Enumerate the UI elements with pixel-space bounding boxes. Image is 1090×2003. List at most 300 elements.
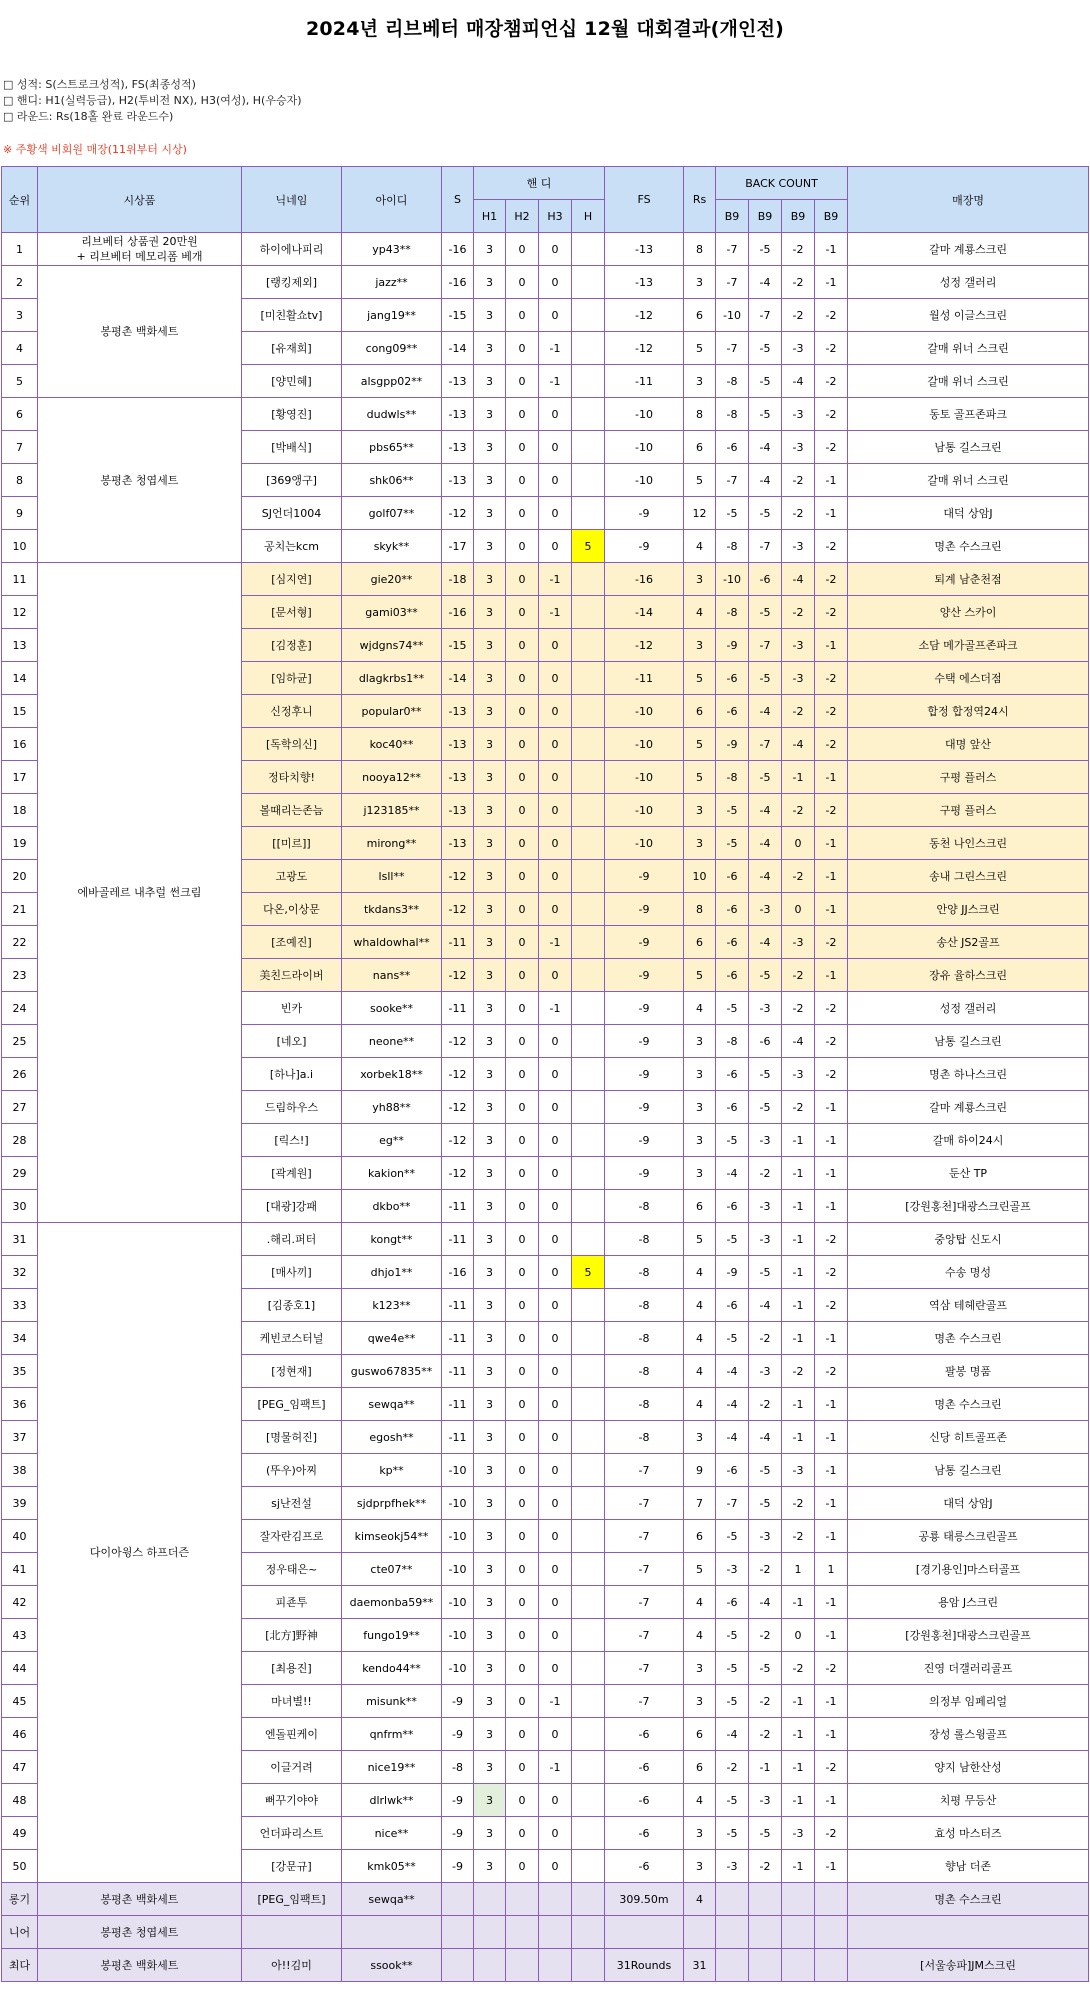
stroke-cell: -13 (442, 794, 474, 827)
stroke-cell: -13 (442, 761, 474, 794)
store-cell: 팔봉 명품 (848, 1355, 1089, 1388)
final-score-cell: -7 (605, 1586, 684, 1619)
final-score-cell: -7 (605, 1520, 684, 1553)
header-back-count: BACK COUNT (716, 167, 848, 200)
rank-cell: 9 (2, 497, 38, 530)
h1-cell: 3 (474, 1652, 506, 1685)
winner-handicap-cell (572, 365, 605, 398)
h3-cell: 0 (539, 629, 572, 662)
rounds-cell: 5 (684, 662, 716, 695)
h3-cell: -1 (539, 365, 572, 398)
rounds-cell: 6 (684, 695, 716, 728)
winner-handicap-cell (572, 1421, 605, 1454)
final-score-cell: -8 (605, 1355, 684, 1388)
back-count-cell: -7 (749, 728, 782, 761)
h3-cell: 0 (539, 497, 572, 530)
h2-cell: 0 (506, 662, 539, 695)
stroke-cell: -11 (442, 1289, 474, 1322)
h1-cell: 3 (474, 497, 506, 530)
nickname-cell: [곽계원] (242, 1157, 342, 1190)
header-stroke: S (442, 167, 474, 233)
empty-cell (506, 1883, 539, 1916)
h3-cell: 0 (539, 1289, 572, 1322)
store-cell: [경기용인]마스터골프 (848, 1553, 1089, 1586)
prize-cell: 다이아윙스 하프더즌 (38, 1223, 242, 1883)
back-count-cell: -2 (782, 464, 815, 497)
rank-cell: 11 (2, 563, 38, 596)
h3-cell: -1 (539, 332, 572, 365)
back-count-cell: -2 (815, 1817, 848, 1850)
h3-cell: 0 (539, 1520, 572, 1553)
final-score-cell: -16 (605, 563, 684, 596)
rank-cell: 29 (2, 1157, 38, 1190)
back-count-cell: -2 (815, 431, 848, 464)
back-count-cell: -1 (815, 1454, 848, 1487)
record-cell (605, 1916, 684, 1949)
non-member-warning: ※ 주황색 비회원 매장(11위부터 시상) (3, 143, 187, 156)
h3-cell: 0 (539, 728, 572, 761)
back-count-cell: -2 (815, 1025, 848, 1058)
h3-cell: 0 (539, 266, 572, 299)
rank-cell: 1 (2, 233, 38, 266)
nickname-cell: [랭킹제외] (242, 266, 342, 299)
stroke-cell: -14 (442, 662, 474, 695)
nickname-cell: [北方]野神 (242, 1619, 342, 1652)
back-count-cell: -5 (716, 1520, 749, 1553)
winner-handicap-cell (572, 959, 605, 992)
nickname-cell: 엔돌핀케이 (242, 1718, 342, 1751)
h2-cell: 0 (506, 266, 539, 299)
rounds-cell: 5 (684, 464, 716, 497)
back-count-cell: -1 (815, 629, 848, 662)
user-id-cell: kendo44** (342, 1652, 442, 1685)
rounds-cell: 3 (684, 827, 716, 860)
winner-handicap-cell (572, 299, 605, 332)
back-count-cell: -2 (815, 1751, 848, 1784)
back-count-cell: -1 (782, 1388, 815, 1421)
note-rounds: □ 라운드: Rs(18홀 완료 라운드수) (3, 110, 174, 123)
user-id-cell: alsgpp02** (342, 365, 442, 398)
store-cell: 역삼 테헤란골프 (848, 1289, 1089, 1322)
store-cell: 월성 이글스크린 (848, 299, 1089, 332)
rank-cell: 32 (2, 1256, 38, 1289)
stroke-cell: -11 (442, 992, 474, 1025)
back-count-cell: -1 (782, 1157, 815, 1190)
back-count-cell: -7 (749, 629, 782, 662)
h1-cell: 3 (474, 860, 506, 893)
store-cell: 합정 합정역24시 (848, 695, 1089, 728)
store-cell: 갈매 위너 스크린 (848, 332, 1089, 365)
back-count-cell: -1 (815, 464, 848, 497)
final-score-cell: -9 (605, 860, 684, 893)
rounds-cell: 5 (684, 761, 716, 794)
store-cell: 퇴계 남춘천점 (848, 563, 1089, 596)
h2-cell: 0 (506, 1751, 539, 1784)
back-count-cell: -4 (749, 794, 782, 827)
rounds-cell: 3 (684, 794, 716, 827)
h1-cell: 3 (474, 728, 506, 761)
h1-cell: 3 (474, 530, 506, 563)
special-award-row (2, 1949, 1089, 1982)
rounds-cell: 4 (684, 596, 716, 629)
back-count-cell: -2 (815, 1058, 848, 1091)
back-count-cell: 0 (782, 1619, 815, 1652)
h3-cell: 0 (539, 1157, 572, 1190)
final-score-cell: -8 (605, 1190, 684, 1223)
user-id-cell: sewqa** (342, 1883, 442, 1916)
h3-cell: 0 (539, 893, 572, 926)
rank-cell: 36 (2, 1388, 38, 1421)
back-count-cell: -3 (716, 1553, 749, 1586)
back-count-cell: -1 (782, 1751, 815, 1784)
h3-cell: 0 (539, 464, 572, 497)
back-count-cell: -5 (716, 1124, 749, 1157)
rank-cell: 28 (2, 1124, 38, 1157)
stroke-cell: -10 (442, 1586, 474, 1619)
final-score-cell: -9 (605, 497, 684, 530)
winner-handicap-cell (572, 266, 605, 299)
back-count-cell: -8 (716, 530, 749, 563)
user-id-cell: jang19** (342, 299, 442, 332)
user-id-cell: qwe4e** (342, 1322, 442, 1355)
winner-handicap-cell (572, 563, 605, 596)
prize-cell: 봉평촌 청엽세트 (38, 398, 242, 563)
back-count-cell: -2 (782, 1091, 815, 1124)
back-count-cell: -1 (782, 1784, 815, 1817)
back-count-cell: -2 (782, 1355, 815, 1388)
h1-cell: 3 (474, 1190, 506, 1223)
award-type-cell: 니어 (2, 1916, 38, 1949)
rounds-cell: 5 (684, 332, 716, 365)
user-id-cell: pbs65** (342, 431, 442, 464)
back-count-cell: 1 (782, 1553, 815, 1586)
winner-handicap-cell (572, 662, 605, 695)
back-count-cell: -6 (716, 1586, 749, 1619)
final-score-cell: -12 (605, 332, 684, 365)
back-count-cell: -1 (815, 1850, 848, 1883)
rank-cell: 39 (2, 1487, 38, 1520)
back-count-cell: -5 (749, 1256, 782, 1289)
rank-cell: 2 (2, 266, 38, 299)
final-score-cell: -10 (605, 794, 684, 827)
rounds-cell: 3 (684, 1421, 716, 1454)
stroke-cell: -11 (442, 1355, 474, 1388)
results-body (2, 233, 1089, 1982)
back-count-cell: -5 (749, 1091, 782, 1124)
user-id-cell: cong09** (342, 332, 442, 365)
h2-cell: 0 (506, 1454, 539, 1487)
winner-handicap-cell (572, 1553, 605, 1586)
nickname-cell: 정타치향! (242, 761, 342, 794)
winner-handicap-cell (572, 992, 605, 1025)
h1-cell: 3 (474, 1685, 506, 1718)
table-row (2, 1223, 1089, 1256)
user-id-cell: gie20** (342, 563, 442, 596)
nickname-cell: 신정후니 (242, 695, 342, 728)
rounds-cell: 8 (684, 893, 716, 926)
winner-handicap-cell (572, 1091, 605, 1124)
stroke-cell: -12 (442, 1124, 474, 1157)
back-count-cell: -1 (815, 1322, 848, 1355)
rounds-cell: 6 (684, 926, 716, 959)
stroke-cell: -9 (442, 1850, 474, 1883)
back-count-cell: -4 (749, 266, 782, 299)
h2-cell: 0 (506, 398, 539, 431)
back-count-cell: 0 (782, 827, 815, 860)
back-count-cell: -2 (782, 1652, 815, 1685)
winner-handicap-cell (572, 860, 605, 893)
user-id-cell: kongt** (342, 1223, 442, 1256)
stroke-cell: -15 (442, 629, 474, 662)
back-count-cell: -2 (716, 1751, 749, 1784)
winner-handicap-cell (572, 1322, 605, 1355)
empty-cell (815, 1949, 848, 1982)
back-count-cell: -2 (782, 695, 815, 728)
h2-cell: 0 (506, 860, 539, 893)
final-score-cell: -9 (605, 1157, 684, 1190)
rounds-cell: 3 (684, 1850, 716, 1883)
h3-cell: -1 (539, 596, 572, 629)
final-score-cell: -8 (605, 1289, 684, 1322)
rank-cell: 25 (2, 1025, 38, 1058)
back-count-cell: -1 (815, 1157, 848, 1190)
winner-handicap-cell (572, 233, 605, 266)
h2-cell: 0 (506, 1124, 539, 1157)
back-count-cell: -5 (749, 959, 782, 992)
h1-cell: 3 (474, 332, 506, 365)
stroke-cell: -10 (442, 1520, 474, 1553)
prize-cell: 에바골레르 내추럴 썬크림 (38, 563, 242, 1223)
back-count-cell: -4 (749, 464, 782, 497)
user-id-cell: sjdprpfhek** (342, 1487, 442, 1520)
h3-cell: 0 (539, 1223, 572, 1256)
back-count-cell: -5 (716, 1685, 749, 1718)
back-count-cell: -4 (716, 1718, 749, 1751)
back-count-cell: -9 (716, 1256, 749, 1289)
stroke-cell: -13 (442, 728, 474, 761)
final-score-cell: -9 (605, 530, 684, 563)
store-cell: 소담 메가골프존파크 (848, 629, 1089, 662)
h3-cell: 0 (539, 1124, 572, 1157)
h3-cell: -1 (539, 563, 572, 596)
h1-cell: 3 (474, 1751, 506, 1784)
h3-cell: 0 (539, 1619, 572, 1652)
back-count-cell: -5 (749, 761, 782, 794)
nickname-cell: 마녀별!! (242, 1685, 342, 1718)
winner-handicap-cell (572, 728, 605, 761)
rank-cell: 19 (2, 827, 38, 860)
stroke-cell: -11 (442, 1322, 474, 1355)
back-count-cell: -5 (749, 398, 782, 431)
h1-cell: 3 (474, 299, 506, 332)
user-id-cell: dkbo** (342, 1190, 442, 1223)
h2-cell: 0 (506, 596, 539, 629)
back-count-cell: -1 (782, 1685, 815, 1718)
stroke-cell: -13 (442, 398, 474, 431)
winner-handicap-cell (572, 695, 605, 728)
h2-cell: 0 (506, 1058, 539, 1091)
h3-cell: 0 (539, 1091, 572, 1124)
user-id-cell: dhjo1** (342, 1256, 442, 1289)
store-cell: 양산 스카이 (848, 596, 1089, 629)
record-cell: 309.50m (605, 1883, 684, 1916)
store-cell: 둔산 TP (848, 1157, 1089, 1190)
back-count-cell: -3 (749, 992, 782, 1025)
rounds-cell: 3 (684, 1817, 716, 1850)
back-count-cell: -5 (716, 1817, 749, 1850)
store-cell (848, 1916, 1089, 1949)
header-id: 아이디 (342, 167, 442, 233)
stroke-cell: -17 (442, 530, 474, 563)
header-h2: H2 (506, 200, 539, 233)
winner-handicap-cell (572, 497, 605, 530)
rounds-cell: 3 (684, 1685, 716, 1718)
empty-cell (782, 1949, 815, 1982)
winner-handicap-cell (572, 1157, 605, 1190)
back-count-cell: -6 (716, 1058, 749, 1091)
rounds-cell: 7 (684, 1487, 716, 1520)
store-cell: [강원홍천]대광스크린골프 (848, 1619, 1089, 1652)
header-prize: 시상품 (38, 167, 242, 233)
h2-cell: 0 (506, 1256, 539, 1289)
h3-cell: 0 (539, 398, 572, 431)
stroke-cell: -10 (442, 1619, 474, 1652)
final-score-cell: -13 (605, 233, 684, 266)
back-count-cell: -5 (749, 662, 782, 695)
final-score-cell: -9 (605, 1091, 684, 1124)
empty-cell (782, 1916, 815, 1949)
rank-cell: 4 (2, 332, 38, 365)
back-count-cell: -7 (716, 1487, 749, 1520)
h2-cell: 0 (506, 1289, 539, 1322)
back-count-cell: -4 (716, 1388, 749, 1421)
winner-handicap-cell (572, 464, 605, 497)
nickname-cell: [임하균] (242, 662, 342, 695)
nickname-cell: [미친활쇼tv] (242, 299, 342, 332)
h2-cell: 0 (506, 1718, 539, 1751)
prize-cell: 리브베터 상품권 20만원 + 리브베터 메모리폼 베개 (38, 233, 242, 266)
h2-cell: 0 (506, 1784, 539, 1817)
winner-handicap-cell (572, 926, 605, 959)
store-cell: 진영 더갤러리골프 (848, 1652, 1089, 1685)
rank-cell: 40 (2, 1520, 38, 1553)
h1-cell: 3 (474, 1817, 506, 1850)
rank-cell: 50 (2, 1850, 38, 1883)
back-count-cell: -1 (815, 1685, 848, 1718)
h2-cell: 0 (506, 695, 539, 728)
back-count-cell: -7 (716, 266, 749, 299)
stroke-cell: -10 (442, 1652, 474, 1685)
back-count-cell: -1 (782, 1322, 815, 1355)
rank-cell: 23 (2, 959, 38, 992)
winner-handicap-cell: 5 (572, 1256, 605, 1289)
back-count-cell: -1 (815, 233, 848, 266)
final-score-cell: -8 (605, 1388, 684, 1421)
h2-cell: 0 (506, 992, 539, 1025)
h2-cell: 0 (506, 497, 539, 530)
final-score-cell: -10 (605, 695, 684, 728)
stroke-cell: -11 (442, 1190, 474, 1223)
store-cell: 대덕 상암J (848, 497, 1089, 530)
h2-cell: 0 (506, 728, 539, 761)
h2-cell: 0 (506, 1817, 539, 1850)
h2-cell: 0 (506, 959, 539, 992)
rounds-cell: 5 (684, 959, 716, 992)
final-score-cell: -9 (605, 1124, 684, 1157)
h3-cell: 0 (539, 1421, 572, 1454)
nickname-cell: [양민혜] (242, 365, 342, 398)
table-row (2, 563, 1089, 596)
user-id-cell: skyk** (342, 530, 442, 563)
back-count-cell: -4 (782, 728, 815, 761)
back-count-cell: -8 (716, 596, 749, 629)
table-row (2, 398, 1089, 431)
rounds-cell: 3 (684, 629, 716, 662)
rounds-cell: 4 (684, 992, 716, 1025)
back-count-cell: -2 (782, 992, 815, 1025)
h3-cell: 0 (539, 662, 572, 695)
nickname-cell: [조예진] (242, 926, 342, 959)
user-id-cell: kmk05** (342, 1850, 442, 1883)
rounds-cell: 8 (684, 398, 716, 431)
rounds-cell: 6 (684, 1520, 716, 1553)
h2-cell: 0 (506, 464, 539, 497)
h2-cell: 0 (506, 926, 539, 959)
back-count-cell: -1 (815, 1586, 848, 1619)
stroke-cell: -16 (442, 596, 474, 629)
back-count-cell: -2 (815, 299, 848, 332)
back-count-cell: -1 (782, 1223, 815, 1256)
rank-cell: 34 (2, 1322, 38, 1355)
empty-cell (815, 1916, 848, 1949)
user-id-cell: yh88** (342, 1091, 442, 1124)
empty-cell (442, 1916, 474, 1949)
h1-cell: 3 (474, 1454, 506, 1487)
back-count-cell: -5 (749, 365, 782, 398)
header-h3: H3 (539, 200, 572, 233)
store-cell: 대덕 상암J (848, 1487, 1089, 1520)
user-id-cell: sooke** (342, 992, 442, 1025)
stroke-cell: -9 (442, 1685, 474, 1718)
back-count-cell: -6 (716, 1454, 749, 1487)
store-cell: 갈매 위너 스크린 (848, 365, 1089, 398)
final-score-cell: -6 (605, 1817, 684, 1850)
user-id-cell: xorbek18** (342, 1058, 442, 1091)
empty-cell (716, 1916, 749, 1949)
stroke-cell: -11 (442, 926, 474, 959)
back-count-cell: -2 (815, 563, 848, 596)
rank-cell: 47 (2, 1751, 38, 1784)
award-type-cell: 최다 (2, 1949, 38, 1982)
back-count-cell: -1 (815, 959, 848, 992)
store-cell: 명촌 수스크린 (848, 1322, 1089, 1355)
nickname-cell: 아!!김미 (242, 1949, 342, 1982)
winner-handicap-cell (572, 794, 605, 827)
rank-cell: 15 (2, 695, 38, 728)
h3-cell: 0 (539, 299, 572, 332)
back-count-cell: -1 (815, 860, 848, 893)
winner-handicap-cell (572, 398, 605, 431)
nickname-cell: [문서형] (242, 596, 342, 629)
user-id-cell: egosh** (342, 1421, 442, 1454)
back-count-cell: -1 (815, 1091, 848, 1124)
back-count-cell: -3 (716, 1850, 749, 1883)
back-count-cell: -9 (716, 728, 749, 761)
rank-cell: 33 (2, 1289, 38, 1322)
back-count-cell: -5 (749, 1817, 782, 1850)
store-cell: 명촌 수스크린 (848, 1883, 1089, 1916)
table-row (2, 266, 1089, 299)
